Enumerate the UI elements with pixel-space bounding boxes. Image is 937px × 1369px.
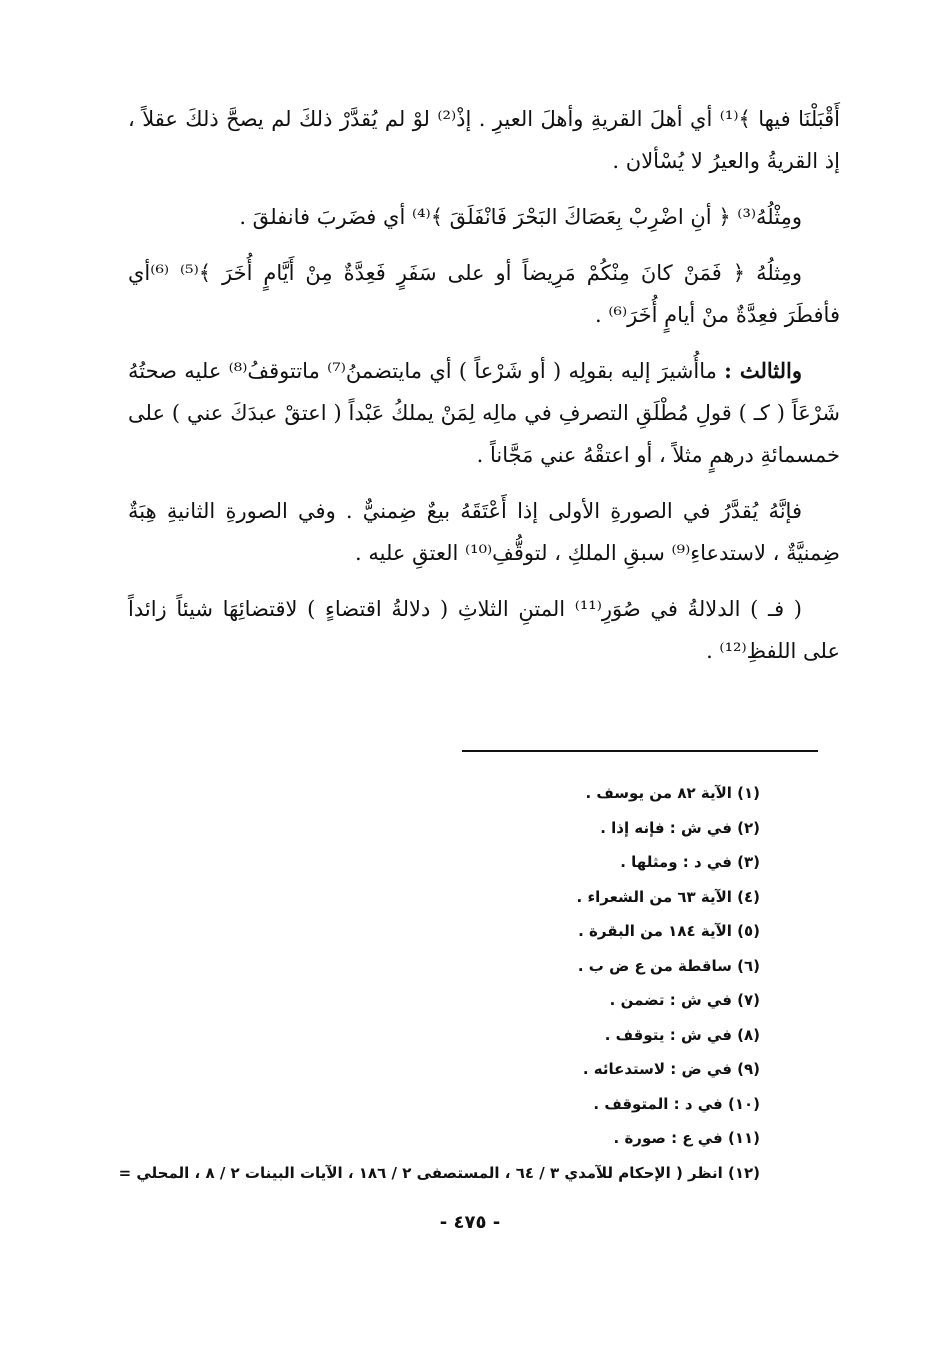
paragraph-text: ومِثْلُهُ⁽³⁾ ﴿ أنِ اضْرِبْ بِعَصَاكَ البَحْرَ فَانْفَلَقَ ﴾⁽⁴⁾ أي فضَربَ فانفلقَ . bbox=[239, 205, 802, 229]
footnote-1: (١) الآية ٨٢ من يوسف . bbox=[585, 784, 760, 802]
footnote-3: (٣) في د : ومثلها . bbox=[620, 853, 760, 871]
paragraph-text: ومِثلُهُ ﴿ فَمَنْ كانَ مِنْكُمْ مَرِيضاً أو على سَفَرٍ فَعِدَّةٌ مِنْ أَيَّامٍ أُخَرَ ﴾⁽⁵⁾ ⁽⁶⁾أي فأفطَرَ فعِدَّةٌ منْ أيامٍ أُخَرَ⁽⁶⁾ . bbox=[128, 261, 840, 327]
footnote-8: (٨) في ش : يتوقف . bbox=[604, 1025, 760, 1044]
footnote-11: (١١) في ع : صورة . bbox=[613, 1129, 760, 1147]
paragraph-text: أَقْبَلْنَا فيها ﴾⁽¹⁾ أي أهلَ القريةِ وأهلَ العيرِ . إذْ⁽²⁾ لوْ لم يُقدَّرْ ذلكَ لم يصحَّ ذلكَ عقلاً ، إذ القريةُ والعيرُ لا يُسْألان . bbox=[128, 107, 840, 173]
footnote-2: (٢) في ش : فإنه إذا . bbox=[600, 818, 760, 837]
paragraph-1 bbox=[128, 98, 840, 182]
footnote-6: (٦) ساقطة من ع ض ب . bbox=[577, 956, 760, 975]
paragraph-text: فإنَّهُ يُقدَّرُ في الصورةِ الأولى إذا أَعْتَقَهُ بيعٌ ضِمنيٌّ . وفي الصورةِ الثانيةِ هِبَةٌ ضِمنيَّةٌ ، لاستدعاءِ⁽⁹⁾ سبقِ الملكِ ، لتوقُّفِ⁽¹⁰⁾ العتقِ عليه . bbox=[128, 499, 840, 565]
paragraph-text: ماأُشيرَ إليه بقولِه ( أو شَرْعاً ) أي مايتضمنُ⁽⁷⁾ ماتتوقفُ⁽⁸⁾ عليه صحتُهُ شَرْعَاً ( كـ ) قولِ مُطْلَقِ التصرفِ في مالِه لِمَنْ يملكُ عَبْداً ( اعتقْ عبدَكَ عني ) على خمسمائةِ درهمٍ مثلاً ، أو اعتقْهُ عني مَجَّاناً . bbox=[128, 359, 840, 467]
paragraph-2 bbox=[128, 196, 840, 238]
footnote-12: (١٢) انظر ( الإحكام للآمدي ٣ / ٦٤ ، المستصفى ٢ / ١٨٦ ، الآيات البينات ٢ / ٨ ، المحلي = bbox=[118, 1163, 760, 1182]
paragraph-3 bbox=[128, 252, 840, 336]
paragraph-text: ( فـ ) الدلالةُ في صُوَرِ⁽¹¹⁾ المتنِ الثلاثِ ( دلالةُ اقتضاءٍ ) لاقتضائِهَا شيئاً زائداً على اللفظِ⁽¹²⁾ . bbox=[128, 597, 840, 663]
footnote-9: (٩) في ض : لاستدعائه . bbox=[582, 1060, 760, 1078]
footnotes bbox=[110, 776, 760, 1190]
footnote-7: (٧) في ش : تضمن . bbox=[609, 991, 760, 1009]
footnote-10: (١٠) في د : المتوقف . bbox=[593, 1094, 760, 1113]
paragraph-lead: والثالث : bbox=[724, 358, 802, 383]
main-text bbox=[128, 98, 840, 686]
paragraph-4 bbox=[128, 350, 840, 476]
paragraph-6 bbox=[128, 588, 840, 672]
footnote-divider bbox=[462, 750, 818, 752]
page-number: - ٤٧٥ - bbox=[439, 1212, 501, 1233]
paragraph-5 bbox=[128, 490, 840, 574]
footnote-5: (٥) الآية ١٨٤ من البقرة . bbox=[578, 922, 760, 940]
footnote-4: (٤) الآية ٦٣ من الشعراء . bbox=[576, 887, 760, 906]
